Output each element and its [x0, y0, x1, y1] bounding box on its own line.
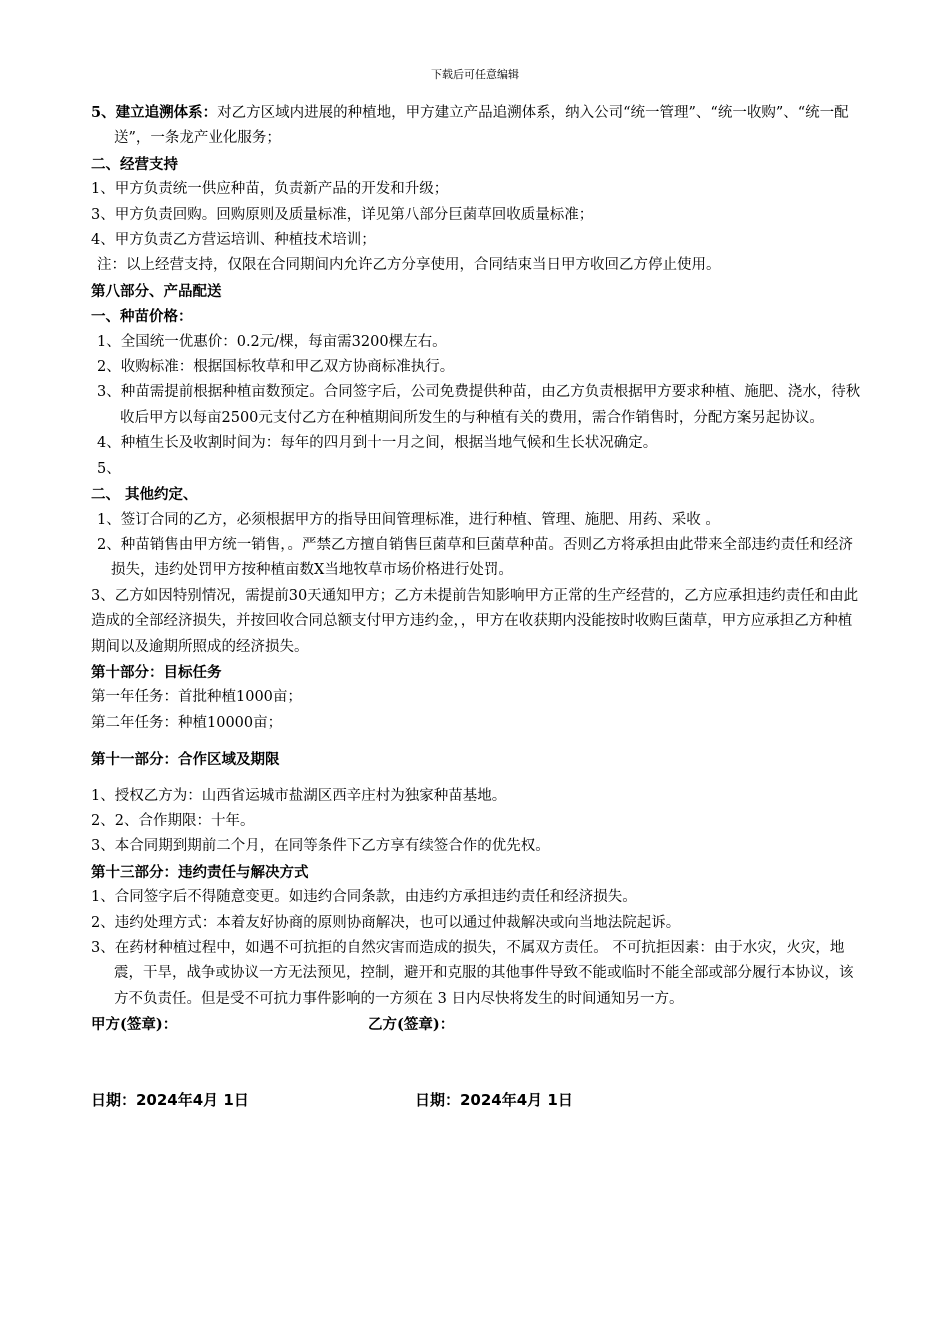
section-5-label: 5、建立追溯体系：: [91, 104, 218, 121]
support-item: 4、甲方负责乙方营运培训、种植技术培训；: [91, 232, 376, 249]
section-5-text: 对乙方区域内进展的种植地，甲方建立产品追溯体系，纳入公司“统一管理”、“统一收购”、“统一配送”，一条龙产业化服务；: [114, 105, 849, 147]
page-header: 下载后可任意编辑: [431, 68, 519, 81]
other-item: 1、签订合同的乙方，必须根据甲方的指导田间管理标准，进行种植、管理、施肥、用药、采收 。: [97, 511, 720, 528]
support-note: 注：以上经营支持，仅限在合同期间内允许乙方分享使用，合同结束当日甲方收回乙方停止使用。: [97, 257, 721, 274]
region-item: 3、本合同期到期前二个月，在同等条件下乙方享有续签合作的优先权。: [91, 838, 550, 855]
liability-item: 1、合同签字后不得随意变更。如违约合同条款，由违约方承担违约责任和经济损失。: [91, 889, 637, 906]
target-item: 第二年任务：种植10000亩；: [91, 714, 283, 731]
party-b-date: 日期：2024年4月 1日: [415, 1091, 573, 1110]
price-item: 5、: [97, 460, 121, 477]
price-item: 3、种苗需提前根据种植亩数预定。合同签字后，公司免费提供种苗，由乙方负责根据甲方要求种植、施肥、浇水，待秋收后甲方以每亩2500元支付乙方在种植期间所发生的与种植有关的费用，需合作销售时，分配方案另起协议。: [97, 384, 861, 426]
date-row: [91, 1089, 861, 1114]
region-item: 2、2、合作期限：十年。: [91, 812, 255, 829]
part8-heading: 第八部分、产品配送: [91, 282, 222, 300]
party-a-signature: 甲方(签章)：: [91, 1016, 178, 1034]
other-terms-heading: 二、 其他约定、: [91, 486, 198, 504]
other-item: 2、种苗销售由甲方统一销售，。严禁乙方擅自销售巨菌草和巨菌草种苗。否则乙方将承担由此带来全部违约责任和经济损失，违约处罚甲方按种植亩数X当地牧草市场价格进行处罚。: [97, 536, 853, 579]
support-item: 1、甲方负责统一供应种苗，负责新产品的开发和升级；: [91, 181, 449, 198]
support-item: 3、甲方负责回购。回购原则及质量标准，详见第八部分巨菌草回收质量标准；: [91, 206, 594, 223]
price-item: 2、收购标准：根据国标牧草和甲乙双方协商标准执行。: [97, 359, 455, 376]
other-item: 3、乙方如因特别情况，需提前30天通知甲方；乙方未提前告知影响甲方正常的生产经营的，乙方应承担违约责任和由此造成的全部经济损失，并按回收合同总额支付甲方违约金，，甲方在收获期内没能按时收购巨菌草，甲方应承担乙方种植期间以及逾期所照成的经济损失。: [91, 587, 859, 655]
signature-row: [91, 1012, 861, 1037]
price-item: 1、全国统一优惠价：0.2元/棵，每亩需3200棵左右。: [97, 333, 447, 350]
part11-heading: 第十一部分：合作区域及期限: [91, 751, 280, 769]
part13-heading: 第十三部分：违约责任与解决方式: [91, 863, 309, 881]
party-a-date: 日期：2024年4月 1日: [91, 1091, 249, 1110]
seedling-price-heading: 一、种苗价格：: [91, 308, 193, 326]
section-5-traceability: [91, 100, 861, 152]
price-item: 4、种植生长及收割时间为：每年的四月到十一月之间，根据当地气候和生长状况确定。: [97, 435, 658, 452]
liability-item: 2、违约处理方式：本着友好协商的原则协商解决，也可以通过仲裁解决或向当地法院起诉。: [91, 914, 681, 931]
party-b-signature: 乙方(签章)：: [368, 1016, 455, 1034]
target-item: 第一年任务：首批种植1000亩；: [91, 689, 302, 706]
part10-heading: 第十部分：目标任务: [91, 663, 222, 681]
support-heading: 二、经营支持: [91, 155, 178, 173]
region-item: 1、授权乙方为：山西省运城市盐湖区西辛庄村为独家种苗基地。: [91, 787, 507, 804]
document-body: [91, 100, 861, 1114]
liability-item: 3、在药材种植过程中，如遇不可抗拒的自然灾害而造成的损失，不属双方责任。 不可抗拒因素：由于水灾，火灾，地震，干旱，战争或协议一方无法预见，控制，避开和克服的其他事件导致不能或临时不能全部或部分履行本协议，该方不负责任。但是受不可抗力事件影响的一方须在 3 日内尽快将发生的时间通知另一方。: [91, 940, 854, 1007]
